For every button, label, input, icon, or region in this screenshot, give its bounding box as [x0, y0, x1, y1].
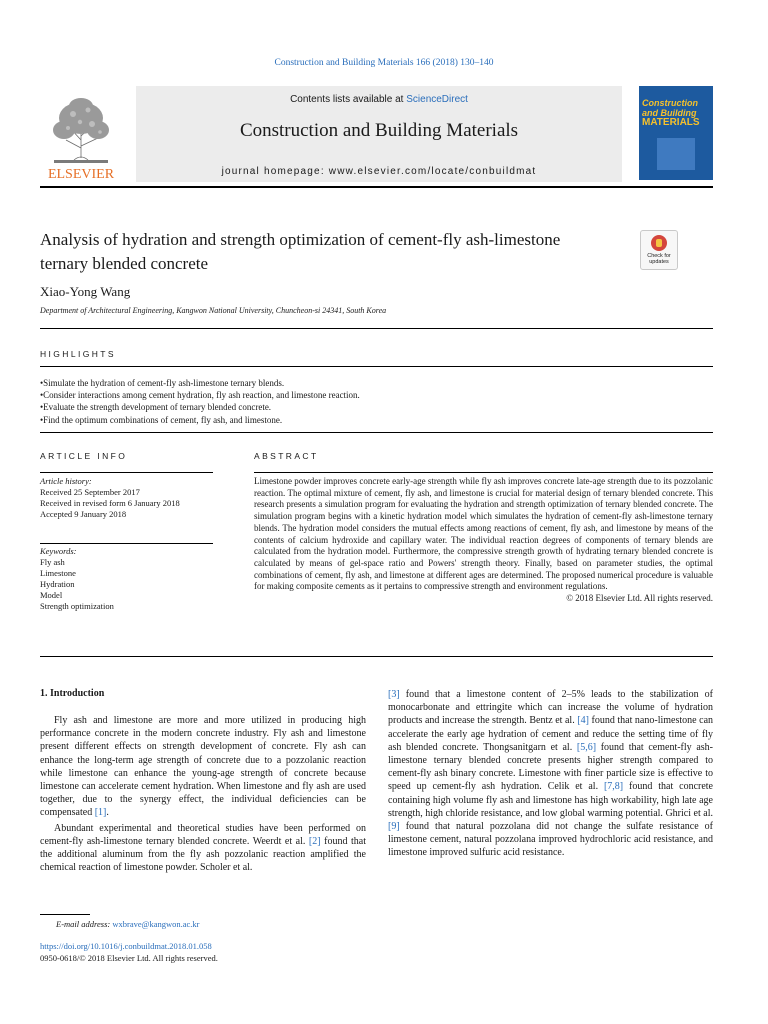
history-received: Received 25 September 2017	[40, 487, 140, 497]
footnote-rule	[40, 914, 90, 915]
keyword-item: Hydration	[40, 579, 75, 589]
cover-title-line2: and Building	[642, 108, 697, 118]
elsevier-logo	[40, 88, 122, 180]
citation-link[interactable]: [1]	[94, 807, 107, 819]
history-label: Article history:	[40, 476, 92, 486]
history-accepted: Accepted 9 January 2018	[40, 509, 127, 519]
history-revised: Received in revised form 6 January 2018	[40, 498, 180, 508]
journal-cover[interactable]	[639, 86, 713, 180]
citation-link[interactable]: [9]	[388, 821, 400, 833]
author-name[interactable]: Xiao-Yong Wang	[40, 284, 131, 299]
abstract-text: Limestone powder improves concrete early-age strength while fly ash improves concrete late-age strength due to its pozzolanic reaction. The optimal mixture of cement, fly ash, and limestone is crucial for material design of ternary blended concrete. This research presents a simulation program for evaluating the hydration and strength optimization of ternary blended concrete. The simulation program begins with a kinetic hydration model which simulates the hydration of cement-fly ash-limestone ternary blends. The hydration model considers the mutual effects among reactions of cement, fly ash, and limestone by means of the contents of calcium hydroxide and capillary water. The individual reaction degrees of components of ternary blends are calculated from the hydration model. Furthermore, the compressive strength growth of hydrating ternary blended concrete is calculated by means of gel-space ratio and Powers' strength theory. Finally, based on parameter studies, the optimal combinations of cement, fly ash, and limestone at different ages are determined. The proposed numerical procedure is valuable for making composite cements as it pertains to compressive strength and environment regulations.	[254, 476, 713, 592]
highlight-item: • Simulate the hydration of cement-fly ash-limestone ternary blends.	[40, 377, 360, 389]
text-run: found that nano-limestone can accelerate the early age hydration of cement and reduce the setting time of fly ash blended concrete. Thongsanitgarn et al.	[388, 715, 714, 753]
email-label: E-mail address:	[56, 919, 113, 929]
email-link[interactable]: wxbrave@kangwon.ac.kr	[112, 919, 200, 929]
citation-link[interactable]: [7,8]	[603, 781, 624, 793]
check-updates-label: Check for updates	[647, 253, 671, 265]
author-affiliation: Department of Architectural Engineering, Kangwon National University, Chuncheon-si 24341, South Korea	[40, 306, 387, 315]
article-info-rule	[40, 472, 213, 473]
highlight-item: • Find the optimum combinations of cement, fly ash, and limestone.	[40, 414, 360, 426]
keywords-label: Keywords:	[40, 546, 77, 556]
abstract-body	[254, 476, 713, 605]
intro-paragraph-1	[40, 714, 366, 820]
abstract-copyright: © 2018 Elsevier Ltd. All rights reserved.	[566, 593, 713, 604]
elsevier-wordmark: ELSEVIER	[47, 167, 115, 180]
highlights-heading: HIGHLIGHTS	[40, 349, 116, 359]
cover-title-line3: MATERIALS	[642, 117, 700, 128]
journal-header	[136, 86, 622, 182]
journal-title: Construction and Building Materials	[239, 120, 519, 141]
article-info-heading: ARTICLE INFO	[40, 451, 128, 461]
abstract-heading: ABSTRACT	[254, 451, 319, 461]
highlight-item: • Evaluate the strength development of ternary blended concrete.	[40, 401, 360, 413]
author-email-footnote	[56, 919, 200, 929]
citation-link[interactable]: [5,6]	[576, 741, 597, 753]
journal-homepage[interactable]: journal homepage: www.elsevier.com/locate/conbuildmat	[221, 166, 537, 177]
body-column-right	[388, 688, 713, 860]
header-rule	[40, 186, 713, 188]
text-run: found that a limestone content of 2–5% leads to the stabilization of monocarbonate and ettringite which can increase the volume of hydration products and increase the strength. Bentz et al.	[388, 689, 713, 727]
sciencedirect-link[interactable]: ScienceDirect	[406, 94, 468, 105]
highlights-rule	[40, 366, 713, 367]
check-for-updates-button[interactable]	[640, 230, 678, 270]
body-column-left	[40, 714, 366, 874]
abstract-rule	[254, 472, 713, 473]
issn-copyright: 0950-0618/© 2018 Elsevier Ltd. All rights reserved.	[40, 953, 218, 963]
citation-link[interactable]: [4]	[577, 715, 589, 727]
check-updates-icon	[651, 235, 667, 251]
citation-link[interactable]: [3]	[388, 689, 400, 700]
contents-line	[136, 94, 622, 105]
keywords-rule	[40, 543, 213, 544]
journal-reference[interactable]: Construction and Building Materials 166 (2018) 130–140	[274, 58, 494, 68]
highlights-bottom-rule	[40, 432, 713, 433]
keyword-item: Model	[40, 590, 63, 600]
contents-prefix: Contents lists available at	[290, 94, 407, 105]
article-title: Analysis of hydration and strength optimization of cement-fly ash-limestone ternary blended concrete	[40, 230, 561, 273]
keywords	[40, 546, 114, 612]
doi-link[interactable]: https://doi.org/10.1016/j.conbuildmat.2018.01.058	[40, 941, 212, 951]
text-run: Fly ash and limestone are more and more utilized in producing high performance concrete in the modern concrete industry. Fly ash and limestone present different effects on strength development of concrete. Fly ash can enhance the long-term age strength of concrete due to a pozzolanic reaction while limestone can enhance the young-age strength of concrete because limestone can accelerate cement hydration. When limestone and fly ash are used together, due to the synergy effect, the individual deficiencies can be compensated	[40, 715, 366, 819]
citation-link[interactable]: [2]	[308, 835, 321, 847]
cover-image	[657, 138, 695, 170]
keyword-item: Limestone	[40, 568, 76, 578]
intro-paragraph-2	[40, 822, 366, 875]
text-run: found that the additional aluminum from the fly ash pozzolanic reaction amplified the chemical reaction of limestone powder. Scholer et al.	[40, 835, 367, 874]
text-run: .	[106, 807, 109, 819]
text-run: found that concrete containing high volume fly ash and limestone has high workability, high late age strength, high chloride resistance, and low global warming potential. Ghrici et al.	[388, 781, 713, 819]
intro-paragraph-2-cont	[388, 688, 713, 860]
affiliation-rule	[40, 328, 713, 329]
abstract-bottom-rule	[40, 656, 713, 657]
text-run: found that natural pozzolana did not change the sulfate resistance of limestone cement, natural pozzolana improved hydrochloric acid resistance, and limestone improved sulfuric acid resistance.	[388, 821, 713, 859]
cover-title	[642, 98, 712, 128]
article-history	[40, 476, 180, 520]
keyword-item: Strength optimization	[40, 601, 114, 611]
section-heading-introduction: 1. Introduction	[40, 688, 105, 699]
text-run: found that cement-fly ash-limestone ternary blended concrete presents higher strength compared to cement-fly ash binary concrete. Limestone with finer particle size is effective to speed up cement-fly ash hydration. Celik et al.	[388, 741, 713, 793]
highlights-list	[40, 377, 360, 426]
cover-title-line1: Construction	[642, 98, 698, 108]
highlight-item: • Consider interactions among cement hydration, fly ash reaction, and limestone reaction.	[40, 389, 360, 401]
keyword-item: Fly ash	[40, 557, 65, 567]
text-run: Abundant experimental and theoretical studies have been performed on cement-fly ash-limestone ternary blended concrete. Weerdt et al.	[40, 822, 366, 847]
